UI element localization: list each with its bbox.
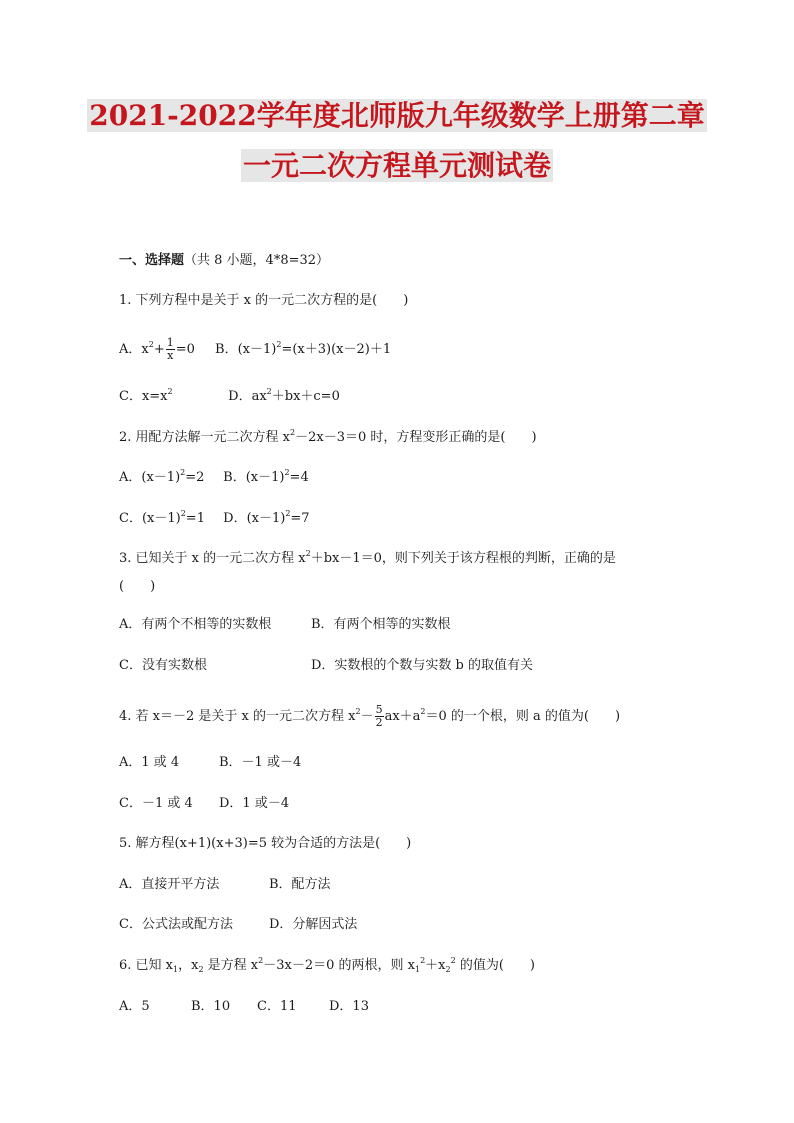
section-heading xyxy=(119,251,329,271)
text: 是方程 x xyxy=(203,958,259,973)
text: =7 xyxy=(290,511,310,526)
question-2-stem xyxy=(119,428,537,448)
question-6-stem xyxy=(119,956,535,976)
option-c: C．公式法或配方法 xyxy=(119,917,233,932)
text: 4. 若 x＝－2 是关于 x 的一元二次方程 x xyxy=(119,709,356,724)
question-3-options-cd xyxy=(119,656,533,676)
question-2-options-ab xyxy=(119,468,309,488)
option-d: D．分解因式法 xyxy=(269,917,358,932)
question-4-options-ab xyxy=(119,753,301,773)
text: ，x xyxy=(178,958,199,973)
subscript: 1 xyxy=(173,965,179,974)
text: =4 xyxy=(289,470,309,485)
exponent: 2 xyxy=(450,956,456,965)
text: A．(x－1) xyxy=(119,470,181,485)
option-b xyxy=(215,340,391,360)
text: 2. 用配方法解一元二次方程 x xyxy=(119,430,290,445)
option-d xyxy=(228,387,340,407)
numerator: 5 xyxy=(375,703,383,716)
section-note: （共 8 小题，4*8=32） xyxy=(184,253,330,268)
text: ＝0 的一个根，则 a 的值为( ) xyxy=(425,709,621,724)
option-c: C．没有实数根 xyxy=(119,658,207,673)
text: B．(x－1) xyxy=(215,342,277,357)
text: =1 xyxy=(185,511,205,526)
exponent: 2 xyxy=(420,707,426,716)
denominator: x xyxy=(167,349,174,362)
question-text: 1. 下列方程中是关于 x 的一元二次方程的是( ) xyxy=(119,293,409,308)
text: C．x=x xyxy=(119,389,168,404)
title-text-2: 一元二次方程单元测试卷 xyxy=(242,149,551,182)
question-5-options-cd xyxy=(119,915,357,935)
text: 的值为( ) xyxy=(455,958,535,973)
option-d: D．1 或－4 xyxy=(219,796,290,811)
option-b: B．有两个相等的实数根 xyxy=(311,617,451,632)
title-text-1: 2021-2022学年度北师版九年级数学上册第二章 xyxy=(89,99,705,132)
option-b: B．配方法 xyxy=(269,877,331,892)
question-1-stem xyxy=(119,291,408,311)
question-6-options xyxy=(119,997,369,1017)
question-4-options-cd xyxy=(119,794,289,814)
option-d: D．实数根的个数与实数 b 的取值有关 xyxy=(311,658,534,673)
text: ax＋a xyxy=(384,709,421,724)
option-a: A．直接开平方法 xyxy=(119,877,220,892)
exponent: 2 xyxy=(285,509,291,518)
option-a xyxy=(119,337,195,362)
option-d xyxy=(223,509,309,529)
question-3-stem-line-2 xyxy=(119,577,155,597)
question-3-options-ab xyxy=(119,615,451,635)
fraction xyxy=(166,337,175,362)
exponent: 2 xyxy=(355,707,361,716)
text: D．ax xyxy=(228,389,267,404)
question-4-stem xyxy=(119,704,620,729)
text: ＋bx＋c=0 xyxy=(271,389,340,404)
text: =(x＋3)(x－2)＋1 xyxy=(281,342,392,357)
text: －2x－3＝0 时，方程变形正确的是( ) xyxy=(295,430,537,445)
question-1-options-cd xyxy=(119,387,340,407)
exponent: 2 xyxy=(180,509,186,518)
question-5-stem xyxy=(119,834,411,854)
question-1-options-ab xyxy=(119,337,391,362)
subscript: 2 xyxy=(198,965,204,974)
exponent: 2 xyxy=(180,468,186,477)
text: C．(x－1) xyxy=(119,511,181,526)
exponent: 2 xyxy=(276,340,282,349)
exponent: 2 xyxy=(167,387,173,396)
option-c: C．11 xyxy=(257,999,297,1014)
option-a: A．5 xyxy=(119,999,150,1014)
exponent: 2 xyxy=(284,468,290,477)
option-c: C．－1 或 4 xyxy=(119,796,193,811)
text: D．(x－1) xyxy=(223,511,286,526)
numerator: 1 xyxy=(166,336,174,349)
text: + xyxy=(153,342,165,357)
exponent: 2 xyxy=(290,428,296,437)
option-c xyxy=(119,509,219,529)
page-title-line-2 xyxy=(0,146,794,186)
text: B．(x－1) xyxy=(223,470,285,485)
text: A．x xyxy=(119,342,149,357)
text: 3. 已知关于 x 的一元二次方程 x xyxy=(119,551,306,566)
fraction xyxy=(375,704,384,729)
denominator: 2 xyxy=(375,716,383,729)
option-a: A．1 或 4 xyxy=(119,755,180,770)
text: ( ) xyxy=(119,579,156,594)
option-b xyxy=(223,468,309,488)
text: ＋x xyxy=(425,958,446,973)
exponent: 2 xyxy=(258,956,264,965)
page-title-line-1 xyxy=(0,96,794,136)
text: =2 xyxy=(185,470,205,485)
exponent: 2 xyxy=(420,956,426,965)
option-d: D．13 xyxy=(329,999,369,1014)
option-a xyxy=(119,468,219,488)
section-label: 一、选择题 xyxy=(119,253,185,268)
text: ＋bx－1＝0，则下列关于该方程根的判断，正确的是 xyxy=(310,551,616,566)
exponent: 2 xyxy=(305,549,311,558)
exponent: 2 xyxy=(148,340,154,349)
text: －3x－2＝0 的两根，则 x xyxy=(263,958,415,973)
option-b: B．10 xyxy=(191,999,231,1014)
subscript: 1 xyxy=(414,965,421,974)
text: 5. 解方程(x+1)(x+3)=5 较为合适的方法是( ) xyxy=(119,836,412,851)
option-c xyxy=(119,387,224,407)
question-2-options-cd xyxy=(119,509,310,529)
option-a: A．有两个不相等的实数根 xyxy=(119,617,272,632)
question-3-stem xyxy=(119,549,616,569)
text: =0 xyxy=(175,342,195,357)
subscript: 2 xyxy=(445,965,451,974)
question-5-options-ab xyxy=(119,875,331,895)
text: 6. 已知 x xyxy=(119,958,173,973)
option-b: B．－1 或－4 xyxy=(219,755,302,770)
text: － xyxy=(360,709,374,724)
exponent: 2 xyxy=(266,387,272,396)
